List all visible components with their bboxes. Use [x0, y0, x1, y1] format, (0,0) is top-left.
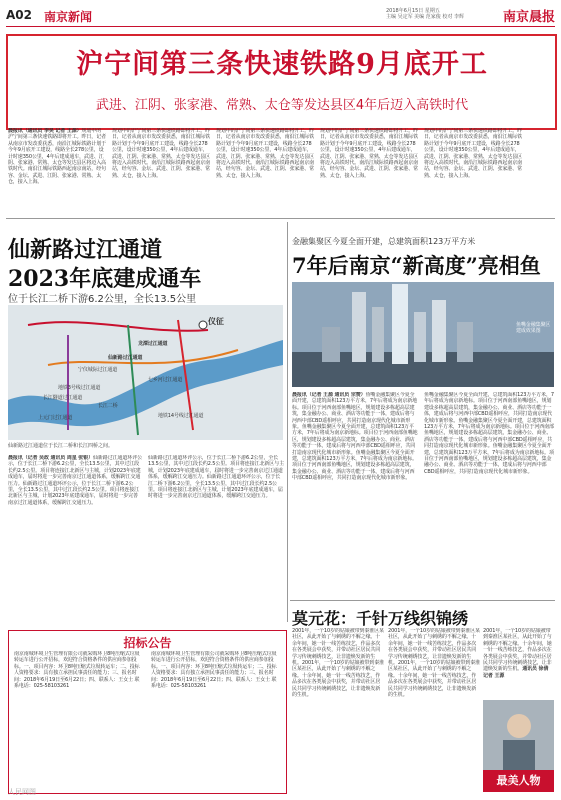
best-people-badge: 最美人物: [483, 770, 554, 792]
article3-body: 鱼嘴金融集聚区今夏全面开建，总建筑面积123万平方米，7年后将成为南京新地标。项目位于河西南部鱼嘴地区，规划建设多栋超高层建筑，集金融办公、商业、酒店等功能于一体，建成后将与河西中部CBD遥相呼应，共同打造南京现代化城市新形象。: [292, 424, 418, 456]
notice-body: 南京南城环境卫生管理有限公司就采购环卫8吨压缩式垃圾转运车进行公开招标，欢迎符合资格条件的供应商参加投标。一、项目内容：环卫8吨压缩式垃圾转运车；二、投标人资格要求：具有独立承担民事责任的能力；三、报名时间：2018年6月19日至6月22日；四、联系人：王女士 联系电话：025-58103261: [151, 651, 277, 690]
article2-column: [8, 455, 142, 625]
article3-byline: 晨报讯（记者 王源 通讯员 宗赞）: [292, 392, 366, 398]
article4-body: 2001年，一个10岁的姑娘被带到秦淮区某社区，从此开始了与刺绣的不解之缘。十余年间，她一针一线苦练技艺，作品多次在各类展会中获奖，并带动社区居民共同学习传统刺绣技艺，让非遗焕发新的生机。: [388, 628, 480, 667]
article3-body: 鱼嘴金融集聚区今夏全面开建，总建筑面积123万平方米，7年后将成为南京新地标。项目位于河西南部鱼嘴地区，规划建设多栋超高层建筑，集金融办公、商业、酒店等功能于一体，建成后将与河西中部CBD遥相呼应，共同打造南京现代化城市新形象。: [424, 392, 554, 424]
article4-body: 2001年，一个10岁的姑娘被带到秦淮区某社区，从此开始了与刺绣的不解之缘。十余年间，她一针一线苦练技艺，作品多次在各类展会中获奖，并带动社区居民共同学习传统刺绣技艺，让非遗焕发新的生机。: [292, 628, 384, 667]
lead-column: [112, 128, 210, 212]
lead-body-text: 规划中的沪宁间第三条快速铁路即将开工。昨日，记者从南京市发改委获悉，南沿江城际铁路计划于今年9月底开工建设，线路全长278公里，设计时速350公里，4年后建成通车，武进、江阴、张家港、常熟、太仓等发达县区将迈入高铁时代。南沿江城际铁路西起南京南站，经句容、金坛、武进、江阴、张家港、常熟、太仓，接入上海。: [424, 128, 522, 179]
lead-byline: 晨报讯（通讯员 李昊 记者 王源）: [8, 128, 82, 134]
lead-headline-box: [6, 34, 557, 130]
article2-title-line1: 仙新路过江通道: [8, 237, 163, 263]
article3-column: [424, 392, 554, 597]
map-label: 上元门过江通道: [38, 415, 73, 421]
map-label: 宁仪城际过江通道: [78, 367, 118, 373]
article2-subtitle: 位于长江二桥下游6.2公里，全长13.5公里: [8, 294, 197, 305]
page-header: [6, 6, 555, 27]
article3-title: 7年后南京“新高度”亮相鱼: [292, 253, 541, 278]
article2-body: 仙新路过江通道环评公示，位于长江二桥下游6.2公里，全长13.5公里，其中过江段长约2.5公里。项目将连接江北新区与主城，计划2023年底建成通车，届时将进一步完善南京过江通道体系，缓解跨江交通压力。: [8, 480, 140, 506]
lead-subtitle: 武进、江阴、张家港、常熟、太仓等发达县区4年后迈入高铁时代: [95, 98, 469, 113]
article2-byline: 晨报讯（记者 吴政 通讯员 周星 张银）: [8, 455, 93, 461]
skyline-photo: [292, 282, 554, 387]
portrait-graphic: [483, 700, 554, 770]
watermark: 人民网图: [8, 788, 36, 796]
lead-body-text: 规划中的沪宁间第三条快速铁路即将开工。昨日，记者从南京市发改委获悉，南沿江城际铁路计划于今年9月底开工建设，线路全长278公里，设计时速350公里，4年后建成通车，武进、江阴、张家港、常熟、太仓等发达县区将迈入高铁时代。南沿江城际铁路西起南京南站，经句容、金坛、武进、江阴、张家港、常熟、太仓，接入上海。: [216, 128, 314, 179]
article2-body: 仙新路过江通道环评公示，位于长江二桥下游6.2公里，全长13.5公里，其中过江段长约2.5公里。项目将连接江北新区与主城，计划2023年底建成通车，届时将进一步完善南京过江通道体系，缓解跨江交通压力。: [148, 455, 284, 481]
tender-notice: [8, 630, 287, 794]
map-label: 龙潭过江通道: [138, 341, 168, 347]
article4-body: 2001年，一个10岁的姑娘被带到秦淮区某社区，从此开始了与刺绣的不解之缘。十余年间，她一针一线苦练技艺，作品多次在各类展会中获奖，并带动社区居民共同学习传统刺绣技艺，让非遗焕发新的生机。: [483, 628, 552, 673]
map-label: 长江二桥: [98, 403, 118, 409]
article3-body: 鱼嘴金融集聚区今夏全面开建，总建筑面积123万平方米，7年后将成为南京新地标。项目位于河西南部鱼嘴地区，规划建设多栋超高层建筑，集金融办公、商业、酒店等功能于一体，建成后将与河西中部CBD遥相呼应，共同打造南京现代化城市新形象。: [424, 443, 554, 475]
notice-title: 招标公告: [123, 636, 172, 650]
article4-column: [483, 628, 554, 698]
article3-body: 鱼嘴金融集聚区今夏全面开建，总建筑面积123万平方米，7年后将成为南京新地标。项目位于河西南部鱼嘴地区，规划建设多栋超高层建筑，集金融办公、商业、酒店等功能于一体，建成后将与河西中部CBD遥相呼应，共同打造南京现代化城市新形象。: [292, 392, 418, 431]
article3-body: 鱼嘴金融集聚区今夏全面开建，总建筑面积123万平方米，7年后将成为南京新地标。项目位于河西南部鱼嘴地区，规划建设多栋超高层建筑，集金融办公、商业、酒店等功能于一体，建成后将与河西中部CBD遥相呼应，共同打造南京现代化城市新形象。: [424, 417, 554, 450]
lead-body-text: 规划中的沪宁间第三条快速铁路即将开工。昨日，记者从南京市发改委获悉，南沿江城际铁路计划于今年9月底开工建设，线路全长278公里，设计时速350公里，4年后建成通车，武进、江阴、张家港、常熟、太仓等发达县区将迈入高铁时代。南沿江城际铁路西起南京南站，经句容、金坛、武进、江阴、张家港、常熟、太仓，接入上海。: [320, 128, 418, 179]
article3-kicker: 金融集聚区今夏全面开建，总建筑面积123万平方米: [292, 237, 476, 246]
map-label: 仙新路过江通道: [108, 355, 143, 361]
lead-column: [424, 128, 522, 212]
section-name: 南京新闻: [44, 10, 93, 24]
map-label: 地铁3号线过江通道: [58, 385, 101, 391]
map-label: 地铁14号线过江通道: [158, 413, 204, 419]
article2-body: 仙新路过江通道环评公示，位于长江二桥下游6.2公里，全长13.5公里，其中过江段长约2.5公里。项目将连接江北新区与主城，计划2023年底建成通车，届时将进一步完善南京过江通道体系，缓解跨江交通压力。: [148, 474, 283, 500]
article4-title: 莫元花：千针万线织锦绣: [292, 609, 469, 628]
lead-title: 沪宁间第三条快速铁路9月底开工: [76, 49, 488, 80]
page-number: A02: [6, 8, 32, 22]
map-label: 七乡河过江通道: [148, 377, 183, 383]
article4-byline: 通讯员 徐倩 记者 王源: [483, 666, 549, 679]
lead-column: [8, 128, 106, 212]
article2-title-line2: 2023年底建成通车: [8, 266, 202, 292]
divider: [290, 600, 555, 601]
notice-column: [151, 651, 281, 789]
article3-column: [292, 392, 418, 597]
divider: [287, 222, 288, 622]
crossing-map: [8, 305, 283, 440]
map-label: 长江隧道过江通道: [43, 395, 83, 401]
newspaper-logo: 南京晨报: [502, 10, 555, 25]
photo-caption: 鱼嘴金融集聚区建成效果图: [516, 322, 551, 335]
article3-body: 鱼嘴金融集聚区今夏全面开建，总建筑面积123万平方米，7年后将成为南京新地标。项目位于河西南部鱼嘴地区，规划建设多栋超高层建筑，集金融办公、商业、酒店等功能于一体，建成后将与河西中部CBD遥相呼应，共同打造南京现代化城市新形象。: [292, 449, 418, 482]
article4-column: [292, 628, 384, 790]
portrait-photo: [483, 700, 554, 770]
article4-body: 2001年，一个10岁的姑娘被带到秦淮区某社区，从此开始了与刺绣的不解之缘。十余年间，她一针一线苦练技艺，作品多次在各类展会中获奖，并带动社区居民共同学习传统刺绣技艺，让非遗焕发新的生机。: [292, 660, 384, 699]
notice-body: 南京南城环境卫生管理有限公司就采购环卫8吨压缩式垃圾转运车进行公开招标，欢迎符合资格条件的供应商参加投标。一、项目内容：环卫8吨压缩式垃圾转运车；二、投标人资格要求：具有独立承担民事责任的能力；三、报名时间：2018年6月19日至6月22日；四、联系人：王女士 联系电话：025-58103261: [14, 651, 140, 690]
lead-column: [216, 128, 314, 212]
divider: [6, 218, 555, 219]
article4-body: 2001年，一个10岁的姑娘被带到秦淮区某社区，从此开始了与刺绣的不解之缘。十余年间，她一针一线苦练技艺，作品多次在各类展会中获奖，并带动社区居民共同学习传统刺绣技艺，让非遗焕发新的生机。: [388, 660, 480, 699]
map-label: 仪征: [208, 317, 224, 326]
lead-body-text: 规划中的沪宁间第三条快速铁路即将开工。昨日，记者从南京市发改委获悉，南沿江城际铁路计划于今年9月底开工建设，线路全长278公里，设计时速350公里，4年后建成通车，武进、江阴、张家港、常熟、太仓等发达县区将迈入高铁时代。南沿江城际铁路西起南京南站，经句容、金坛、武进、江阴、张家港、常熟、太仓，接入上海。: [112, 128, 210, 179]
article4-column: [388, 628, 480, 790]
skyline-graphic: [292, 282, 554, 387]
date-line: 2018年6月15日 星期五 主编 吴定军 美编 范家俊 校对 李辉: [386, 8, 464, 20]
article2-body: 仙新路过江通道环评公示，位于长江二桥下游6.2公里，全长13.5公里，其中过江段长约2.5公里。项目将连接江北新区与主城，计划2023年底建成通车，届时将进一步完善南京过江通道体系，缓解跨江交通压力。: [8, 455, 142, 487]
notice-column: [14, 651, 144, 789]
lead-body-text: 规划中的沪宁间第三条快速铁路即将开工。昨日，记者从南京市发改委获悉，南沿江城际铁路计划于今年9月底开工建设，线路全长278公里，设计时速350公里，4年后建成通车，武进、江阴、张家港、常熟、太仓等发达县区将迈入高铁时代。南沿江城际铁路西起南京南站，经句容、金坛、武进、江阴、张家港、常熟、太仓，接入上海。: [8, 128, 106, 186]
lead-column: [320, 128, 418, 212]
map-caption: 仙新路过江通道位于长江二桥和长江四桥之间。: [8, 443, 114, 449]
article2-column: [148, 455, 284, 625]
